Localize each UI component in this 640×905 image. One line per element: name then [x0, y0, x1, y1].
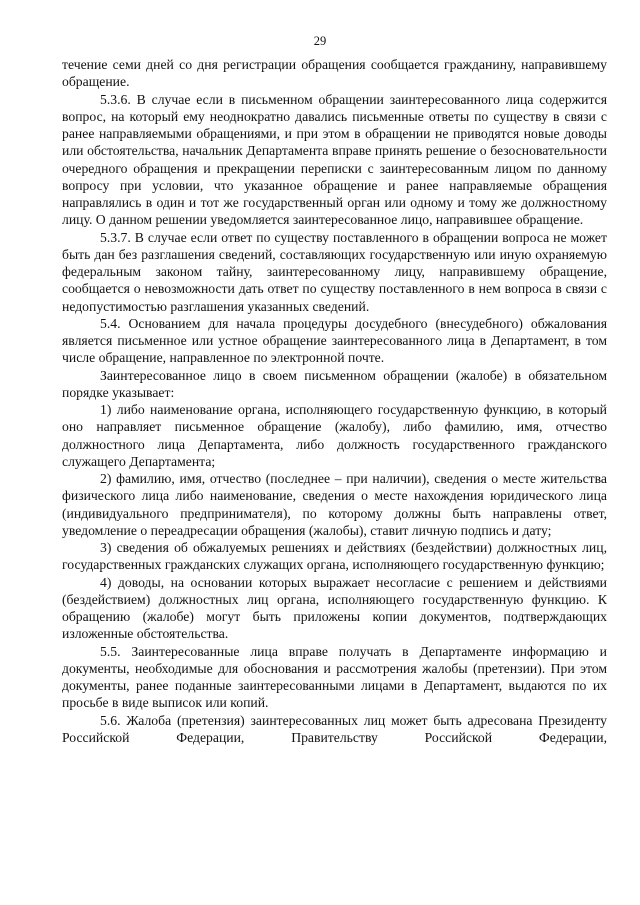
- paragraph-requirements-intro: Заинтересованное лицо в своем письменном обращении (жалобе) в обязательном порядке указывает:: [62, 367, 607, 400]
- list-item-1: 1) либо наименование органа, исполняющего государственную функцию, в который оно направляет письменное обращение (жалобу), либо фамилию, имя, отчество должностного лица Департамента, либо должность государственного гражданского служащего Департамента;: [62, 402, 607, 469]
- list-item-2: 2) фамилию, имя, отчество (последнее – при наличии), сведения о месте жительства физического лица либо наименование, сведения о месте нахождения юридического лица (индивидуального предпринимателя), по которому должны быть направлены ответ, уведомление о переадресации обращения (жалобы), ставит личную подпись и дату;: [62, 471, 607, 538]
- paragraph-5-3-7: 5.3.7. В случае если ответ по существу поставленного в обращении вопроса не может быть дан без разглашения сведений, составляющих государственную или иную охраняемую федеральным законом тайну, заинтересованному лицу, направившему обращение, сообщается о невозможности дать ответ по существу поставленного в нем вопроса в связи с недопустимостью разглашения указанных сведений.: [62, 229, 607, 314]
- list-item-3: 3) сведения об обжалуемых решениях и действиях (бездействии) должностных лиц, государственных гражданских служащих органа, исполняющего государственную функцию;: [62, 540, 607, 573]
- paragraph-continuation: течение семи дней со дня регистрации обращения сообщается гражданину, направившему обращение.: [62, 57, 607, 90]
- page-number: 29: [313, 34, 327, 48]
- paragraph-5-6: 5.6. Жалоба (претензия) заинтересованных лиц может быть адресована Президенту Российской Федерации, Правительству Российской Федерации,: [62, 712, 607, 745]
- list-item-4: 4) доводы, на основании которых выражает несогласие с решением и действиями (бездействием) должностных лиц органа, исполняющего государственную функцию. К обращению (жалобе) могут быть приложены копии документов, подтверждающих изложенные обстоятельства.: [62, 574, 607, 642]
- document-body: [62, 56, 607, 746]
- paragraph-5-5: 5.5. Заинтересованные лица вправе получать в Департаменте информацию и документы, необходимые для обоснования и рассмотрения жалобы (претензии). При этом документы, ранее поданные заинтересованными лицами в Департамент, выдаются по их просьбе в виде выписок или копий.: [62, 643, 607, 711]
- paragraph-5-4: 5.4. Основанием для начала процедуры досудебного (внесудебного) обжалования является письменное или устное обращение заинтересованного лица в Департамент, в том числе обращение, направленное по электронной почте.: [62, 315, 607, 366]
- paragraph-5-3-6: 5.3.6. В случае если в письменном обращении заинтересованного лица содержится вопрос, на который ему неоднократно давались письменные ответы по существу в связи с ранее направляемыми обращениями, и при этом в обращении не приводятся новые доводы или обстоятельства, начальник Департамента вправе принять решение о безосновательности очередного обращения и прекращении переписки с заинтересованным лицом по данному вопросу при условии, что указанное обращение и ранее направляемые обращения направлялись в один и тот же государственный орган или одному и тому же должностному лицу. О данном решении уведомляется заинтересованное лицо, направившее обращение.: [62, 91, 607, 228]
